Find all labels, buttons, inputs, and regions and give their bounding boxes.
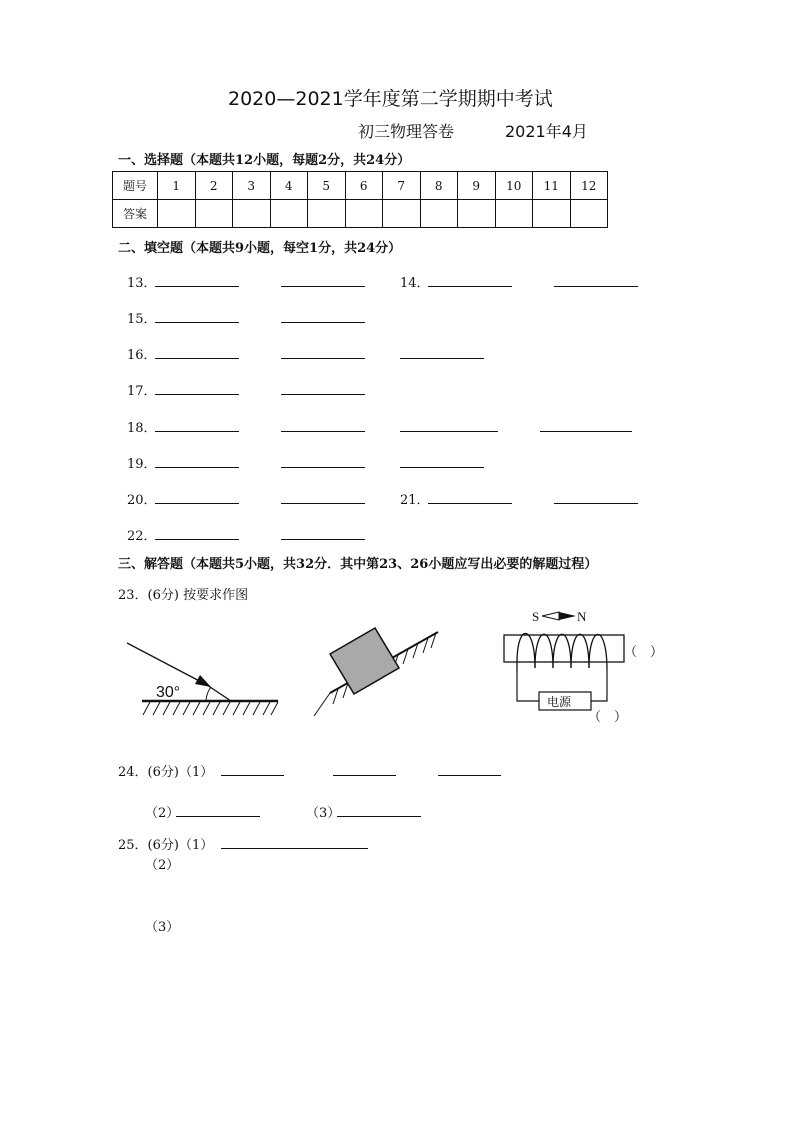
question-16-label: 16． [127,348,157,363]
answer-cell[interactable] [533,200,571,228]
blank-line[interactable] [337,816,421,817]
power-answer-paren[interactable]: （ ） [588,710,628,725]
circuit-wire-right [591,670,607,701]
answer-cell[interactable] [420,200,458,228]
question-24-label: 24．(6分)（1） [118,765,214,780]
question-24-3-label: （3） [306,806,341,821]
answer-cell[interactable] [570,200,608,228]
angle-label: 30° [156,684,181,701]
blank-line[interactable] [281,467,365,468]
blank-line[interactable] [540,431,632,432]
question-number: 1 [158,172,196,200]
question-23-label: 23．(6分) 按要求作图 [118,588,249,603]
blank-line[interactable] [428,286,512,287]
answer-cell[interactable] [383,200,421,228]
blank-line[interactable] [221,775,284,776]
question-number: 9 [458,172,496,200]
question-number: 4 [270,172,308,200]
exam-subtitle: 初三物理答卷 [358,122,455,141]
block [330,628,399,694]
question-13-label: 13． [127,276,157,291]
mirror-hatching [143,702,278,715]
question-22-label: 22． [127,529,157,544]
blank-line[interactable] [155,539,239,540]
circuit-wire-left [517,670,539,701]
pole-answer-paren[interactable]: （ ） [624,645,664,660]
question-21-label: 21． [400,493,430,508]
compass-needle-n-icon [559,612,576,620]
question-number: 3 [233,172,271,200]
blank-line[interactable] [400,431,498,432]
blank-line[interactable] [554,286,638,287]
answer-cell[interactable] [458,200,496,228]
blank-line[interactable] [428,503,512,504]
blank-line[interactable] [155,467,239,468]
section1-heading: 一、选择题（本题共12小题，每题2分，共24分） [118,153,411,168]
compass-s-label: S [532,609,540,624]
reflection-diagram[interactable] [120,635,285,725]
question-25-3-label: （3） [145,920,180,935]
question-18-label: 18． [127,421,157,436]
blank-line[interactable] [281,286,365,287]
angle-arc [206,687,211,701]
blank-line[interactable] [155,286,239,287]
arrow-head-icon [195,675,211,687]
blank-line[interactable] [155,322,239,323]
question-25-2-label: （2） [145,858,180,873]
answer-cell[interactable] [345,200,383,228]
question-number-row [113,172,608,200]
answer-cell[interactable] [270,200,308,228]
row-label-answer: 答案 [113,200,158,228]
exam-title: 2020—2021学年度第二学期期中考试 [228,88,553,110]
answer-cell[interactable] [195,200,233,228]
exam-date: 2021年4月 [505,122,588,141]
question-number: 2 [195,172,233,200]
choice-answer-table [112,171,608,228]
question-number: 12 [570,172,608,200]
question-number: 8 [420,172,458,200]
row-label-question: 题号 [113,172,158,200]
question-number: 5 [308,172,346,200]
compass-n-label: N [577,609,587,624]
blank-line[interactable] [400,467,484,468]
blank-line[interactable] [281,358,365,359]
blank-line[interactable] [281,431,365,432]
question-25-label: 25．(6分)（1） [118,838,214,853]
power-source-label: 电源 [547,695,572,709]
question-number: 6 [345,172,383,200]
answer-cell[interactable] [495,200,533,228]
answer-cell[interactable] [233,200,271,228]
blank-line[interactable] [281,539,365,540]
answer-row [113,200,608,228]
question-19-label: 19． [127,457,157,472]
answer-cell[interactable] [158,200,196,228]
question-number: 7 [383,172,421,200]
blank-line[interactable] [281,322,365,323]
blank-line[interactable] [554,503,638,504]
blank-line[interactable] [155,358,239,359]
question-24-2-label: （2） [145,806,180,821]
blank-line[interactable] [438,775,501,776]
blank-line[interactable] [155,503,239,504]
blank-line[interactable] [281,503,365,504]
blank-line[interactable] [176,816,260,817]
question-17-label: 17． [127,384,157,399]
blank-line[interactable] [333,775,396,776]
answer-cell[interactable] [308,200,346,228]
question-20-label: 20． [127,493,157,508]
blank-line[interactable] [281,394,365,395]
question-15-label: 15． [127,312,157,327]
question-number: 11 [533,172,571,200]
section3-heading: 三、解答题（本题共5小题，共32分．其中第23、26小题应写出必要的解题过程） [118,557,598,572]
blank-line[interactable] [155,394,239,395]
question-number: 10 [495,172,533,200]
coil-windings [517,633,607,670]
incident-ray [127,643,207,685]
compass-needle-s-icon [542,612,559,620]
section2-heading: 二、填空题（本题共9小题，每空1分，共24分） [118,241,402,256]
question-14-label: 14． [400,276,430,291]
electromagnet-diagram[interactable] [495,603,675,723]
blank-line[interactable] [155,431,239,432]
incline-block-diagram[interactable] [308,620,443,720]
blank-line[interactable] [400,358,484,359]
blank-line[interactable] [221,848,368,849]
